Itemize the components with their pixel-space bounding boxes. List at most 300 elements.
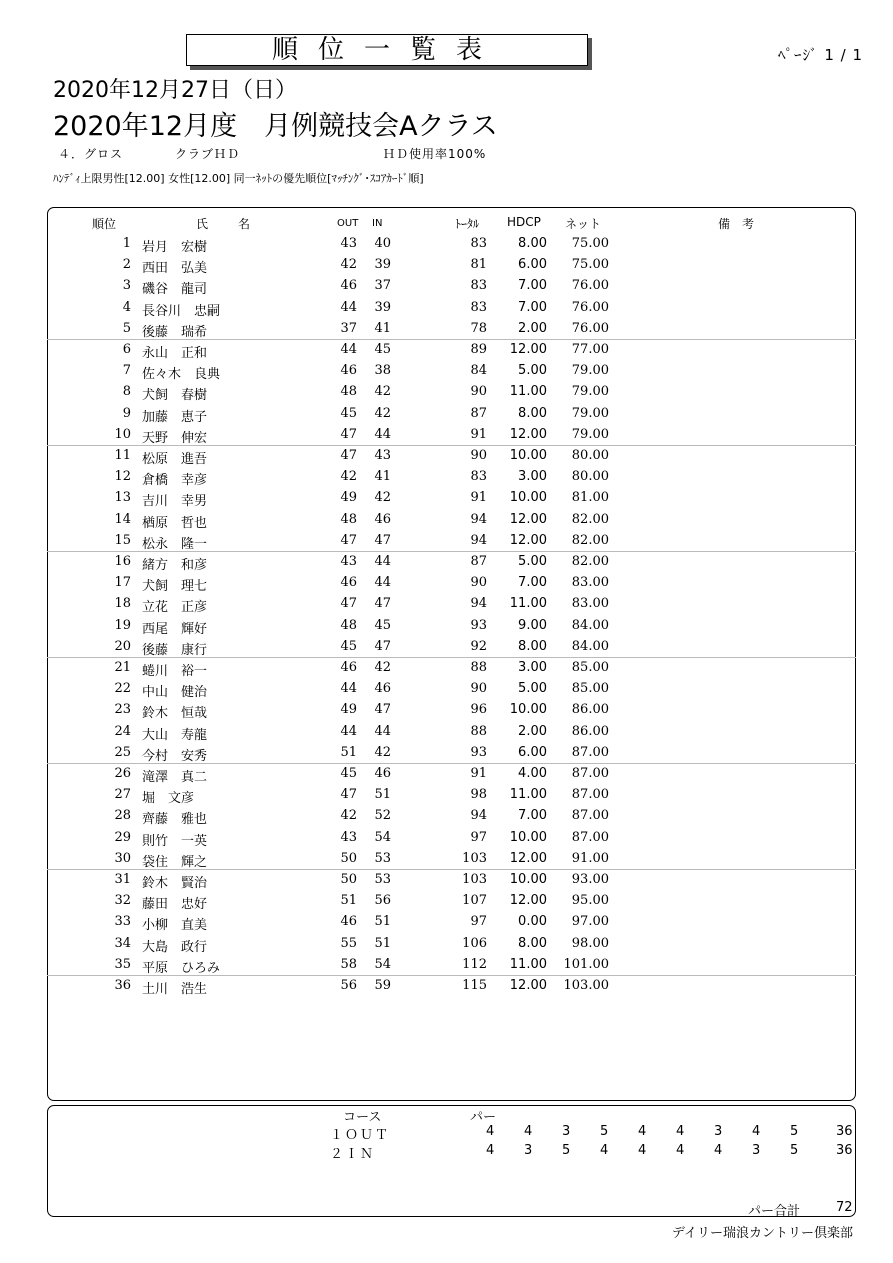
total-score-cell: 115 bbox=[462, 978, 487, 993]
in-score-cell: 47 bbox=[374, 638, 391, 654]
page-number: ﾍﾟｰｼﾞ 1 / 1 bbox=[778, 46, 863, 64]
in-score-cell: 52 bbox=[374, 808, 391, 824]
total-score-cell: 90 bbox=[470, 448, 487, 463]
table-row bbox=[47, 975, 856, 996]
table-row bbox=[47, 318, 856, 339]
total-score-cell: 89 bbox=[470, 342, 487, 357]
name-cell: 堀 文彦 bbox=[142, 791, 195, 807]
rank-cell: 13 bbox=[114, 490, 131, 506]
table-row bbox=[47, 699, 856, 720]
group-separator bbox=[47, 975, 856, 976]
out-score-cell: 46 bbox=[340, 363, 357, 379]
handicap-cell: 9.00 bbox=[518, 617, 547, 633]
table-row bbox=[47, 763, 856, 784]
handicap-cell: 5.00 bbox=[518, 681, 547, 697]
out-score-cell: 47 bbox=[340, 787, 357, 803]
rank-cell: 26 bbox=[114, 766, 131, 781]
in-score-cell: 45 bbox=[374, 342, 391, 357]
net-score-cell: 75.00 bbox=[571, 257, 609, 273]
table-row bbox=[47, 551, 856, 572]
name-cell: 大島 政行 bbox=[142, 939, 208, 955]
header-out: OUT bbox=[337, 218, 359, 229]
hole-par: 3 bbox=[562, 1124, 571, 1139]
rank-cell: 25 bbox=[114, 744, 131, 760]
out-score-cell: 47 bbox=[340, 596, 357, 612]
net-score-cell: 76.00 bbox=[571, 278, 609, 294]
in-score-cell: 38 bbox=[374, 363, 391, 379]
table-row bbox=[47, 487, 856, 508]
out-score-cell: 45 bbox=[340, 638, 357, 654]
header-remarks: 備 考 bbox=[718, 217, 755, 231]
table-row bbox=[47, 275, 856, 296]
name-cell: 滝澤 真二 bbox=[142, 770, 208, 785]
handicap-cell: 10.00 bbox=[509, 448, 547, 463]
in-score-cell: 47 bbox=[374, 532, 391, 548]
name-cell: 則竹 一英 bbox=[142, 833, 208, 849]
rank-cell: 29 bbox=[114, 829, 131, 845]
total-score-cell: 83 bbox=[470, 278, 487, 294]
course-label: コース bbox=[343, 1110, 382, 1125]
handicap-cell: 10.00 bbox=[509, 490, 547, 506]
handicap-cell: 11.00 bbox=[509, 787, 547, 803]
page-title: 順位一覧表 bbox=[186, 34, 588, 66]
competition-name: 2020年12月度 月例競技会Aクラス bbox=[53, 111, 498, 142]
handicap-cell: 7.00 bbox=[518, 299, 547, 315]
handicap-cell: 0.00 bbox=[518, 914, 547, 930]
out-score-cell: 42 bbox=[340, 808, 357, 824]
in-score-cell: 51 bbox=[374, 914, 391, 930]
rank-cell: 4 bbox=[122, 299, 131, 315]
table-row bbox=[47, 572, 856, 593]
total-score-cell: 87 bbox=[470, 554, 487, 569]
handicap-cell: 8.00 bbox=[518, 935, 547, 951]
name-cell: 楢原 哲也 bbox=[142, 515, 208, 531]
out-score-cell: 56 bbox=[340, 978, 357, 993]
net-score-cell: 91.00 bbox=[571, 850, 609, 866]
name-cell: 平原 ひろみ bbox=[142, 960, 221, 976]
hole-par: 4 bbox=[638, 1124, 647, 1139]
rank-cell: 36 bbox=[114, 978, 131, 993]
out-score-cell: 49 bbox=[340, 490, 357, 506]
net-score-cell: 76.00 bbox=[571, 299, 609, 315]
name-cell: 齊藤 雅也 bbox=[142, 812, 208, 828]
total-score-cell: 90 bbox=[470, 681, 487, 697]
name-cell: 吉川 幸男 bbox=[142, 494, 208, 510]
table-row bbox=[47, 445, 856, 466]
in-score-cell: 42 bbox=[374, 660, 391, 675]
handicap-cell: 10.00 bbox=[509, 702, 547, 718]
out-score-cell: 47 bbox=[340, 448, 357, 463]
rank-cell: 10 bbox=[114, 426, 131, 442]
in-score-cell: 47 bbox=[374, 596, 391, 612]
hole-par: 4 bbox=[600, 1143, 609, 1158]
handicap-cell: 10.00 bbox=[509, 872, 547, 887]
total-score-cell: 84 bbox=[470, 363, 487, 379]
handicap-cell: 12.00 bbox=[509, 893, 547, 909]
total-score-cell: 91 bbox=[470, 766, 487, 781]
rank-cell: 1 bbox=[122, 236, 131, 251]
rank-cell: 3 bbox=[122, 278, 131, 294]
net-score-cell: 87.00 bbox=[571, 808, 609, 824]
rank-cell: 22 bbox=[114, 681, 131, 697]
table-row bbox=[47, 360, 856, 381]
out-score-cell: 44 bbox=[340, 723, 357, 739]
scoring-info: ４．グロス クラブＨＤ ＨＤ使用率100% bbox=[58, 147, 487, 161]
table-row bbox=[47, 254, 856, 275]
table-row bbox=[47, 784, 856, 805]
name-cell: 磯谷 龍司 bbox=[142, 282, 208, 298]
in-score-cell: 42 bbox=[374, 405, 391, 421]
table-row bbox=[47, 593, 856, 614]
table-row bbox=[47, 657, 856, 678]
out-score-cell: 47 bbox=[340, 426, 357, 442]
in-score-cell: 39 bbox=[374, 257, 391, 273]
name-cell: 永山 正和 bbox=[142, 346, 208, 361]
net-score-cell: 87.00 bbox=[571, 787, 609, 803]
net-score-cell: 86.00 bbox=[571, 723, 609, 739]
table-row bbox=[47, 933, 856, 954]
in-score-cell: 51 bbox=[374, 935, 391, 951]
rank-cell: 32 bbox=[114, 893, 131, 909]
out-score-cell: 44 bbox=[340, 299, 357, 315]
table-row bbox=[47, 721, 856, 742]
group-separator bbox=[47, 657, 856, 658]
rank-cell: 21 bbox=[114, 660, 131, 675]
hole-par: 4 bbox=[676, 1143, 685, 1158]
out-score-cell: 46 bbox=[340, 660, 357, 675]
out-score-cell: 51 bbox=[340, 744, 357, 760]
handicap-cell: 3.00 bbox=[518, 660, 547, 675]
handicap-cell: 7.00 bbox=[518, 808, 547, 824]
hole-par: 4 bbox=[752, 1124, 761, 1139]
handicap-cell: 12.00 bbox=[509, 978, 547, 993]
rank-cell: 20 bbox=[114, 638, 131, 654]
name-cell: 松原 進吾 bbox=[142, 452, 208, 467]
name-cell: 佐々木 良典 bbox=[142, 367, 221, 383]
handicap-cell: 8.00 bbox=[518, 405, 547, 421]
name-cell: 立花 正彦 bbox=[142, 600, 208, 616]
event-date: 2020年12月27日（日） bbox=[53, 78, 297, 103]
net-score-cell: 79.00 bbox=[571, 426, 609, 442]
name-cell: 緒方 和彦 bbox=[142, 558, 208, 573]
total-score-cell: 94 bbox=[470, 511, 487, 527]
rank-cell: 5 bbox=[122, 320, 131, 336]
rank-cell: 16 bbox=[114, 554, 131, 569]
total-score-cell: 90 bbox=[470, 575, 487, 591]
name-cell: 加藤 恵子 bbox=[142, 409, 208, 425]
rank-cell: 8 bbox=[122, 384, 131, 400]
total-score-cell: 92 bbox=[470, 638, 487, 654]
in-score-cell: 46 bbox=[374, 681, 391, 697]
handicap-cell: 5.00 bbox=[518, 363, 547, 379]
hole-par: 5 bbox=[790, 1143, 799, 1158]
name-cell: 犬飼 理七 bbox=[142, 579, 208, 595]
course-par-total: 36 bbox=[836, 1124, 853, 1139]
rank-cell: 18 bbox=[114, 596, 131, 612]
in-score-cell: 44 bbox=[374, 554, 391, 569]
in-score-cell: 44 bbox=[374, 575, 391, 591]
table-row bbox=[47, 742, 856, 763]
hole-par: 4 bbox=[486, 1143, 495, 1158]
net-score-cell: 87.00 bbox=[571, 744, 609, 760]
rank-cell: 28 bbox=[114, 808, 131, 824]
handicap-cell: 6.00 bbox=[518, 744, 547, 760]
rank-cell: 33 bbox=[114, 914, 131, 930]
hole-par: 3 bbox=[714, 1124, 723, 1139]
handicap-cell: 2.00 bbox=[518, 723, 547, 739]
name-cell: 後藤 康行 bbox=[142, 642, 208, 658]
handicap-cell: 12.00 bbox=[509, 532, 547, 548]
hole-par: 3 bbox=[752, 1143, 761, 1158]
net-score-cell: 87.00 bbox=[571, 766, 609, 781]
table-row bbox=[47, 848, 856, 869]
rank-cell: 6 bbox=[122, 342, 131, 357]
rank-cell: 7 bbox=[122, 363, 131, 379]
in-score-cell: 53 bbox=[374, 850, 391, 866]
total-score-cell: 91 bbox=[470, 426, 487, 442]
in-score-cell: 43 bbox=[374, 448, 391, 463]
in-score-cell: 37 bbox=[374, 278, 391, 294]
name-cell: 倉橋 幸彦 bbox=[142, 473, 208, 489]
total-score-cell: 93 bbox=[470, 617, 487, 633]
net-score-cell: 93.00 bbox=[571, 872, 609, 887]
name-cell: 西田 弘美 bbox=[142, 261, 208, 277]
rank-cell: 23 bbox=[114, 702, 131, 718]
out-score-cell: 43 bbox=[340, 236, 357, 251]
in-score-cell: 44 bbox=[374, 426, 391, 442]
hole-par: 3 bbox=[524, 1143, 533, 1158]
total-score-cell: 103 bbox=[462, 850, 487, 866]
hole-par: 5 bbox=[790, 1124, 799, 1139]
net-score-cell: 77.00 bbox=[571, 342, 609, 357]
in-score-cell: 53 bbox=[374, 872, 391, 887]
out-score-cell: 48 bbox=[340, 511, 357, 527]
total-score-cell: 90 bbox=[470, 384, 487, 400]
table-row bbox=[47, 869, 856, 890]
table-row bbox=[47, 381, 856, 402]
net-score-cell: 86.00 bbox=[571, 702, 609, 718]
in-score-cell: 41 bbox=[374, 469, 391, 485]
hole-par: 5 bbox=[600, 1124, 609, 1139]
table-row bbox=[47, 615, 856, 636]
group-separator bbox=[47, 869, 856, 870]
name-cell: 長谷川 忠嗣 bbox=[142, 303, 221, 319]
out-score-cell: 47 bbox=[340, 532, 357, 548]
table-row bbox=[47, 805, 856, 826]
net-score-cell: 87.00 bbox=[571, 829, 609, 845]
rank-cell: 30 bbox=[114, 850, 131, 866]
net-score-cell: 85.00 bbox=[571, 660, 609, 675]
handicap-cell: 12.00 bbox=[509, 426, 547, 442]
in-score-cell: 44 bbox=[374, 723, 391, 739]
net-score-cell: 82.00 bbox=[571, 532, 609, 548]
in-score-cell: 39 bbox=[374, 299, 391, 315]
rank-cell: 19 bbox=[114, 617, 131, 633]
hole-par: 5 bbox=[562, 1143, 571, 1158]
table-row bbox=[47, 890, 856, 911]
course-par-frame bbox=[47, 1105, 856, 1217]
out-score-cell: 48 bbox=[340, 384, 357, 400]
total-score-cell: 103 bbox=[462, 872, 487, 887]
hole-par: 4 bbox=[676, 1124, 685, 1139]
rank-cell: 35 bbox=[114, 956, 131, 972]
out-score-cell: 37 bbox=[340, 320, 357, 336]
out-score-cell: 46 bbox=[340, 575, 357, 591]
net-score-cell: 82.00 bbox=[571, 511, 609, 527]
name-cell: 西尾 輝好 bbox=[142, 621, 208, 637]
net-score-cell: 75.00 bbox=[571, 236, 609, 251]
total-score-cell: 96 bbox=[470, 702, 487, 718]
total-score-cell: 78 bbox=[470, 320, 487, 336]
rank-cell: 11 bbox=[114, 448, 131, 463]
handicap-info: ﾊﾝﾃﾞｨ上限男性[12.00] 女性[12.00] 同一ﾈｯﾄの優先順位[ﾏｯﾁﾝｸﾞ･ｽｺｱｶｰﾄﾞ順] bbox=[53, 172, 424, 185]
total-score-cell: 112 bbox=[462, 956, 487, 972]
table-row bbox=[47, 339, 856, 360]
out-score-cell: 55 bbox=[340, 935, 357, 951]
rank-cell: 14 bbox=[114, 511, 131, 527]
in-score-cell: 54 bbox=[374, 829, 391, 845]
rank-cell: 15 bbox=[114, 532, 131, 548]
total-score-cell: 97 bbox=[470, 914, 487, 930]
group-separator bbox=[47, 445, 856, 446]
name-cell: 松永 隆一 bbox=[142, 536, 208, 552]
handicap-cell: 7.00 bbox=[518, 575, 547, 591]
handicap-cell: 12.00 bbox=[509, 511, 547, 527]
table-row bbox=[47, 297, 856, 318]
rank-cell: 34 bbox=[114, 935, 131, 951]
handicap-cell: 4.00 bbox=[518, 766, 547, 781]
net-score-cell: 84.00 bbox=[571, 617, 609, 633]
out-score-cell: 51 bbox=[340, 893, 357, 909]
handicap-cell: 8.00 bbox=[518, 236, 547, 251]
total-score-cell: 83 bbox=[470, 299, 487, 315]
out-score-cell: 42 bbox=[340, 469, 357, 485]
out-score-cell: 43 bbox=[340, 829, 357, 845]
net-score-cell: 95.00 bbox=[571, 893, 609, 909]
table-row bbox=[47, 954, 856, 975]
handicap-cell: 11.00 bbox=[509, 596, 547, 612]
handicap-cell: 12.00 bbox=[509, 342, 547, 357]
handicap-cell: 11.00 bbox=[509, 384, 547, 400]
in-score-cell: 59 bbox=[374, 978, 391, 993]
net-score-cell: 83.00 bbox=[571, 575, 609, 591]
out-score-cell: 43 bbox=[340, 554, 357, 569]
out-score-cell: 44 bbox=[340, 342, 357, 357]
net-score-cell: 80.00 bbox=[571, 469, 609, 485]
net-score-cell: 76.00 bbox=[571, 320, 609, 336]
hole-par: 4 bbox=[638, 1143, 647, 1158]
table-row bbox=[47, 509, 856, 530]
in-score-cell: 42 bbox=[374, 384, 391, 400]
in-score-cell: 40 bbox=[374, 236, 391, 251]
handicap-cell: 5.00 bbox=[518, 554, 547, 569]
name-cell: 鈴木 恒哉 bbox=[142, 706, 208, 722]
table-row bbox=[47, 911, 856, 932]
header-total: ﾄｰﾀﾙ bbox=[455, 217, 480, 231]
rank-cell: 12 bbox=[114, 469, 131, 485]
handicap-cell: 2.00 bbox=[518, 320, 547, 336]
handicap-cell: 7.00 bbox=[518, 278, 547, 294]
rank-cell: 31 bbox=[114, 872, 131, 887]
par-total-value: 72 bbox=[836, 1200, 853, 1215]
total-score-cell: 87 bbox=[470, 405, 487, 421]
in-score-cell: 56 bbox=[374, 893, 391, 909]
out-score-cell: 42 bbox=[340, 257, 357, 273]
out-score-cell: 44 bbox=[340, 681, 357, 697]
in-score-cell: 46 bbox=[374, 511, 391, 527]
hole-par: 4 bbox=[486, 1124, 495, 1139]
rank-cell: 17 bbox=[114, 575, 131, 591]
name-cell: 大山 寿龍 bbox=[142, 727, 208, 743]
out-score-cell: 45 bbox=[340, 766, 357, 781]
table-row bbox=[47, 403, 856, 424]
rank-cell: 2 bbox=[122, 257, 131, 273]
in-score-cell: 41 bbox=[374, 320, 391, 336]
name-cell: 天野 伸宏 bbox=[142, 430, 208, 446]
handicap-cell: 12.00 bbox=[509, 850, 547, 866]
name-cell: 小柳 直美 bbox=[142, 918, 208, 934]
name-cell: 土川 浩生 bbox=[142, 982, 208, 997]
total-score-cell: 88 bbox=[470, 660, 487, 675]
total-score-cell: 98 bbox=[470, 787, 487, 803]
out-score-cell: 46 bbox=[340, 278, 357, 294]
handicap-cell: 6.00 bbox=[518, 257, 547, 273]
in-score-cell: 46 bbox=[374, 766, 391, 781]
total-score-cell: 94 bbox=[470, 596, 487, 612]
table-row bbox=[47, 424, 856, 445]
par-label: パー bbox=[470, 1110, 497, 1125]
table-row bbox=[47, 233, 856, 254]
in-score-cell: 42 bbox=[374, 490, 391, 506]
name-cell: 今村 安秀 bbox=[142, 748, 208, 764]
total-score-cell: 81 bbox=[470, 257, 487, 273]
total-score-cell: 94 bbox=[470, 532, 487, 548]
out-score-cell: 48 bbox=[340, 617, 357, 633]
in-course-label: ２ＩＮ bbox=[330, 1147, 376, 1162]
header-net: ネット bbox=[565, 217, 602, 231]
net-score-cell: 85.00 bbox=[571, 681, 609, 697]
hole-par: 4 bbox=[524, 1124, 533, 1139]
table-row bbox=[47, 827, 856, 848]
group-separator bbox=[47, 339, 856, 340]
net-score-cell: 80.00 bbox=[571, 448, 609, 463]
in-score-cell: 51 bbox=[374, 787, 391, 803]
total-score-cell: 83 bbox=[470, 236, 487, 251]
in-score-cell: 47 bbox=[374, 702, 391, 718]
out-score-cell: 58 bbox=[340, 956, 357, 972]
handicap-cell: 10.00 bbox=[509, 829, 547, 845]
handicap-cell: 11.00 bbox=[509, 956, 547, 972]
total-score-cell: 88 bbox=[470, 723, 487, 739]
handicap-cell: 3.00 bbox=[518, 469, 547, 485]
net-score-cell: 79.00 bbox=[571, 405, 609, 421]
net-score-cell: 103.00 bbox=[563, 978, 609, 993]
net-score-cell: 81.00 bbox=[571, 490, 609, 506]
table-row bbox=[47, 466, 856, 487]
par-total-label: パー合計 bbox=[748, 1204, 801, 1219]
name-cell: 後藤 瑞希 bbox=[142, 324, 208, 340]
net-score-cell: 101.00 bbox=[563, 956, 609, 972]
net-score-cell: 79.00 bbox=[571, 363, 609, 379]
net-score-cell: 98.00 bbox=[571, 935, 609, 951]
out-score-cell: 46 bbox=[340, 914, 357, 930]
table-row bbox=[47, 530, 856, 551]
net-score-cell: 97.00 bbox=[571, 914, 609, 930]
handicap-cell: 8.00 bbox=[518, 638, 547, 654]
rank-cell: 24 bbox=[114, 723, 131, 739]
net-score-cell: 84.00 bbox=[571, 638, 609, 654]
total-score-cell: 83 bbox=[470, 469, 487, 485]
